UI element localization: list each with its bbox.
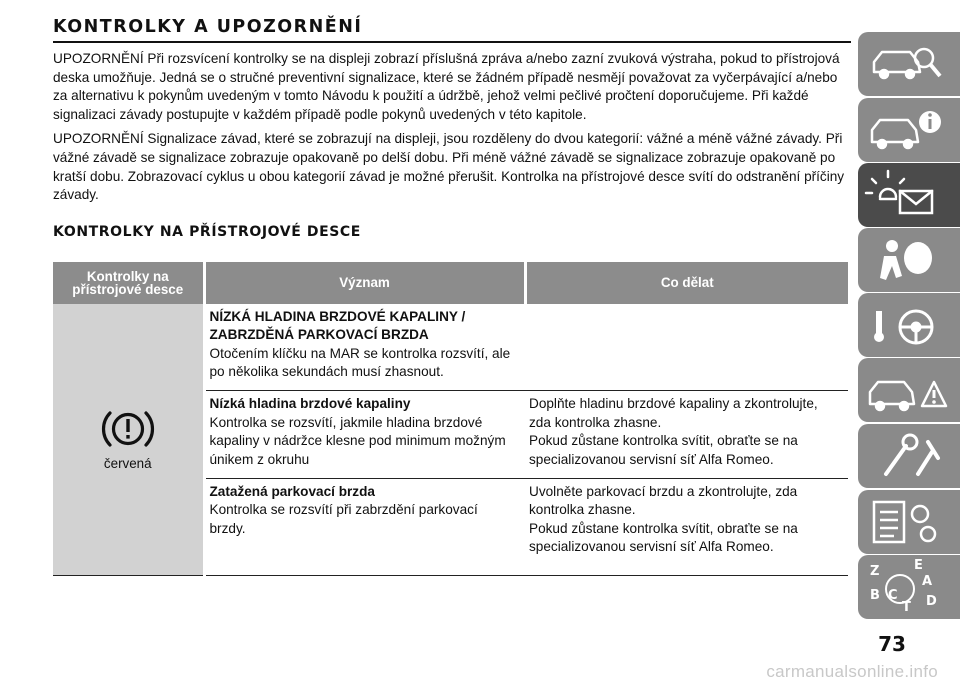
subsection-heading: KONTROLKY NA PŘÍSTROJOVÉ DESCE bbox=[53, 223, 361, 240]
page-number: 73 bbox=[878, 632, 906, 656]
section-heading: KONTROLKY A UPOZORNĚNÍ bbox=[53, 17, 363, 37]
row-title: NÍZKÁ HLADINA BRZDOVÉ KAPALINY / ZABRZDĚNÁ PARKOVACÍ BRZDA bbox=[209, 308, 466, 343]
airbag-icon bbox=[858, 228, 960, 292]
signal-cell bbox=[53, 304, 204, 575]
brake-warning-icon bbox=[100, 405, 156, 453]
meaning-cell bbox=[204, 479, 525, 576]
row-meaning: Otočením klíčku na MAR se kontrolka rozsvítí, ale po několika sekundách musí zhasnout. bbox=[209, 345, 511, 379]
column-header-lights: Kontrolky na přístrojové desce bbox=[53, 262, 204, 304]
index-letter: D bbox=[926, 594, 937, 609]
main-content bbox=[53, 16, 848, 576]
signal-color-label: červená bbox=[103, 455, 152, 471]
watermark: carmanualsonline.info bbox=[766, 662, 938, 681]
index-letter: C bbox=[888, 588, 898, 603]
warning-paragraph-2: UPOZORNĚNÍ Signalizace závad, které se zobrazují na displeji, jsou rozděleny do dvou kategorií: vážné a méně vážné závady. Při vážné závadě se signalizace zobrazuje opakovaně po delší dobu. Při méně vážné závadě se signalizace zobrazuje opakovaně po kratší dobu. Zobrazovací cyklus u obou kategorií závad je možné přerušit. Kontrolka na přístrojové desce svítí do odstranění příčiny závady. bbox=[53, 131, 845, 203]
row-meaning: Kontrolka se rozsvítí při zabrzdění parkovací brzdy. bbox=[209, 502, 478, 536]
table-row bbox=[53, 304, 848, 391]
tab-specs[interactable] bbox=[858, 490, 960, 554]
action-cell bbox=[525, 391, 848, 479]
meaning-cell bbox=[204, 304, 525, 391]
action-cell bbox=[525, 479, 848, 576]
tab-car-search[interactable] bbox=[858, 32, 960, 96]
index-letter: T bbox=[902, 600, 911, 615]
row-title: Nízká hladina brzdové kapaliny bbox=[209, 396, 411, 412]
car-search-icon bbox=[858, 32, 960, 96]
tab-index[interactable] bbox=[858, 555, 960, 619]
specs-gear-icon bbox=[858, 490, 960, 554]
index-letter: Z bbox=[870, 564, 880, 579]
tab-car-info[interactable] bbox=[858, 98, 960, 162]
tab-warning-lights[interactable] bbox=[858, 163, 960, 227]
heading-rule bbox=[53, 41, 851, 43]
meaning-cell bbox=[204, 391, 525, 479]
row-meaning: Kontrolka se rozsvítí, jakmile hladina brzdové kapaliny v nádržce klesne pod minimum možným únikem z okruhu bbox=[209, 414, 506, 467]
car-info-icon bbox=[858, 98, 960, 162]
index-letters-icon bbox=[858, 555, 960, 619]
warning-paragraph-1: UPOZORNĚNÍ Při rozsvícení kontrolky se na displeji zobrazí příslušná zpráva a/nebo zazní zvuková výstraha, pokud to přístrojová deska umožňuje. Jedná se o stručné preventivní signalizace, které se žádném případě nesmějí považovat za vyčerpávající a/nebo za alternativu k pokynům uvedeným v tomto Návodu k použití a údržbě, jehož velmi pečlivé pročtení doporučujeme. Při každé signalizaci závady postupujte v každém případě podle pokynů uvedených v této kapitole. bbox=[53, 51, 840, 122]
tab-car-hazard[interactable] bbox=[858, 358, 960, 422]
warning-lights-icon bbox=[858, 163, 960, 227]
row-action: Doplňte hladinu brzdové kapaliny a zkontrolujte, zda kontrolka zhasne. bbox=[529, 396, 818, 430]
table-header-row bbox=[53, 262, 848, 304]
car-hazard-icon bbox=[858, 358, 960, 422]
index-letter: A bbox=[922, 574, 933, 589]
row-action-2: Pokud zůstane kontrolka svítit, obraťte se na specializovanou servisní síť Alfa Romeo. bbox=[529, 520, 798, 555]
column-header-action: Co dělat bbox=[525, 262, 848, 304]
column-header-meaning: Význam bbox=[204, 262, 525, 304]
tab-steering[interactable] bbox=[858, 293, 960, 357]
row-action: Uvolněte parkovací brzdu a zkontrolujte, zda kontrolka zhasne. bbox=[529, 484, 798, 518]
tab-maintenance[interactable] bbox=[858, 424, 960, 488]
action-cell bbox=[525, 304, 848, 391]
row-action-2: Pokud zůstane kontrolka svítit, obraťte se na specializovanou servisní síť Alfa Romeo. bbox=[529, 433, 798, 467]
index-letter: E bbox=[914, 558, 923, 573]
steering-wheel-icon bbox=[858, 293, 960, 357]
warning-lights-table bbox=[53, 262, 848, 576]
tab-airbag[interactable] bbox=[858, 228, 960, 292]
wrench-icon bbox=[858, 424, 960, 488]
index-letter: B bbox=[870, 588, 880, 603]
row-title: Zatažená parkovací brzda bbox=[209, 484, 375, 499]
